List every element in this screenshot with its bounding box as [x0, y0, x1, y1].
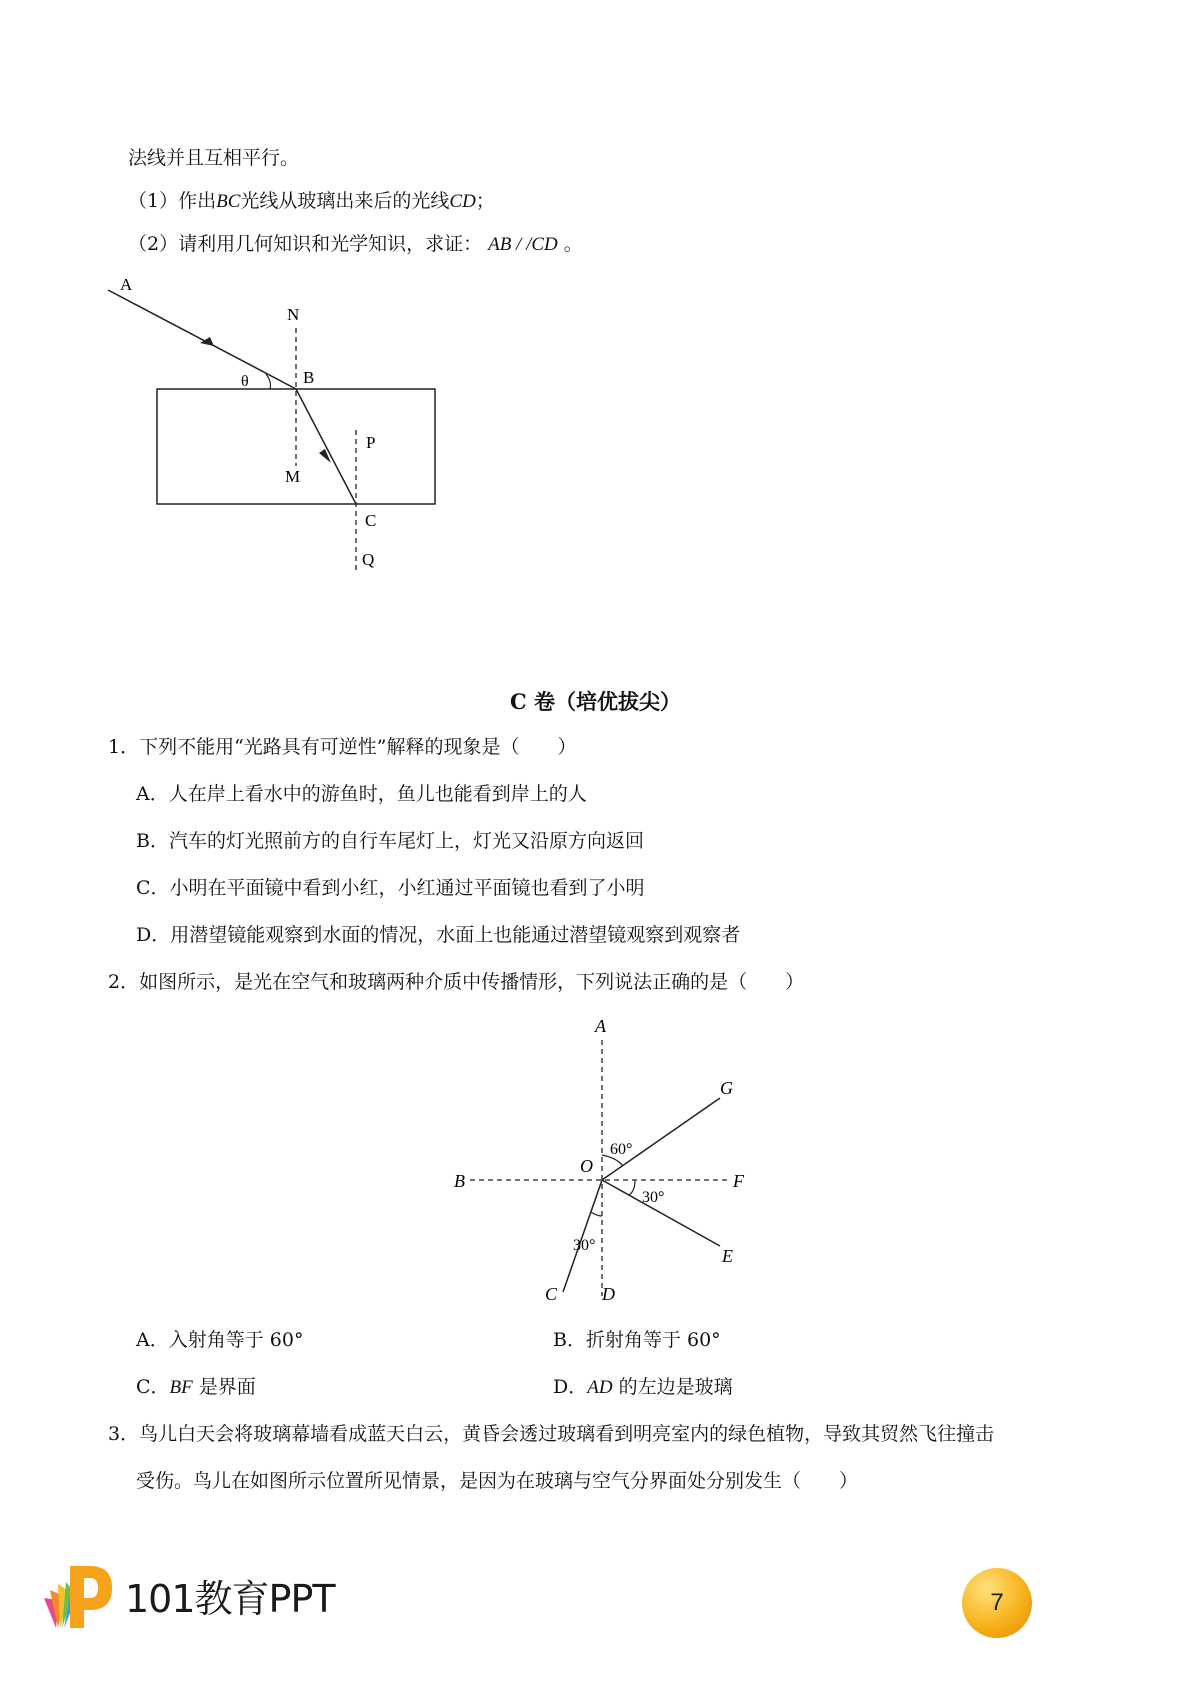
- logo-text: 101教育PPT: [125, 1577, 335, 1621]
- question-2-option-d: [553, 1374, 733, 1401]
- text: 是界面: [192, 1376, 256, 1398]
- arrow-head: [200, 337, 214, 346]
- label-q: Q: [362, 550, 375, 569]
- label-n: N: [287, 305, 300, 324]
- text: （1）作出: [128, 190, 217, 212]
- question-2-stem: 2．如图所示，是光在空气和玻璃两种介质中传播情形，下列说法正确的是（ ）: [108, 971, 805, 993]
- angle-arc: [266, 374, 271, 389]
- incident-ray: [108, 290, 296, 389]
- angle-30: 30°: [642, 1189, 665, 1206]
- label-e: E: [722, 1246, 733, 1266]
- sub-question-2: [128, 231, 583, 258]
- label-c: C: [365, 511, 377, 530]
- text: 的左边是玻璃: [612, 1376, 733, 1398]
- logo-icon: [40, 1558, 120, 1630]
- question-2-option-b: B．折射角等于 60°: [553, 1329, 721, 1351]
- refraction-diagram-1: [100, 270, 460, 580]
- ray-oc: [563, 1180, 602, 1292]
- angle-60: 60°: [610, 1141, 633, 1158]
- angle-arc: [591, 1212, 602, 1216]
- text: （2）请利用几何知识和光学知识，求证：: [128, 233, 483, 255]
- math-bf: BF: [169, 1377, 193, 1398]
- question-2-option-a: A．入射角等于 60°: [136, 1329, 304, 1351]
- brand-logo: [40, 1558, 340, 1630]
- label-m: M: [285, 467, 301, 486]
- math-bc: BC: [216, 191, 241, 212]
- question-2-option-c: [136, 1374, 256, 1401]
- question-3-line-1: 3．鸟儿白天会将玻璃幕墙看成蓝天白云，黄昏会透过玻璃看到明亮室内的绿色植物，导致其贸然飞往撞击: [108, 1423, 995, 1445]
- refraction-diagram-2: [440, 1010, 770, 1310]
- label-b: B: [303, 368, 315, 387]
- label-o: O: [580, 1156, 593, 1176]
- question-1-option-b: B．汽车的灯光照前方的自行车尾灯上，灯光又沿原方向返回: [136, 830, 644, 852]
- page-number: 7: [990, 1589, 1004, 1616]
- label-g: G: [720, 1078, 733, 1098]
- label-c: C: [545, 1284, 558, 1304]
- question-1-stem: 1．下列不能用“光路具有可逆性”解释的现象是（ ）: [108, 736, 577, 758]
- question-1-option-c: C．小明在平面镜中看到小红，小红通过平面镜也看到了小明: [136, 877, 645, 899]
- text: ；: [475, 190, 495, 212]
- label-d: D: [602, 1284, 615, 1304]
- question-3-line-2: 受伤。鸟儿在如图所示位置所见情景，是因为在玻璃与空气分界面处分别发生（ ）: [136, 1470, 859, 1492]
- label-a: A: [595, 1016, 606, 1036]
- refracted-ray: [296, 389, 356, 504]
- angle-30: 30°: [573, 1237, 596, 1254]
- question-1-option-d: D．用潜望镜能观察到水面的情况，水面上也能通过潜望镜观察到观察者: [136, 924, 741, 946]
- label-p: P: [366, 433, 376, 452]
- text: D．: [553, 1376, 588, 1398]
- angle-arc: [629, 1180, 635, 1195]
- ray-og: [602, 1098, 720, 1180]
- label-a: A: [120, 275, 133, 294]
- text: C．: [136, 1376, 170, 1398]
- text-line: 法线并且互相平行。: [128, 147, 300, 169]
- math-ad: AD: [587, 1377, 613, 1398]
- sub-question-1: [128, 188, 495, 215]
- label-b: B: [454, 1171, 465, 1191]
- label-theta: θ: [241, 373, 249, 390]
- text: 。: [563, 233, 583, 255]
- text: 光线从玻璃出来后的光线: [240, 190, 450, 212]
- label-f: F: [733, 1171, 744, 1191]
- math-cd: CD: [449, 191, 476, 212]
- math-expression: AB / /CD: [488, 234, 558, 255]
- page-number-badge: [962, 1568, 1032, 1638]
- section-title: C 卷（培优拔尖）: [509, 689, 682, 714]
- question-1-option-a: A．人在岸上看水中的游鱼时，鱼儿也能看到岸上的人: [136, 783, 587, 805]
